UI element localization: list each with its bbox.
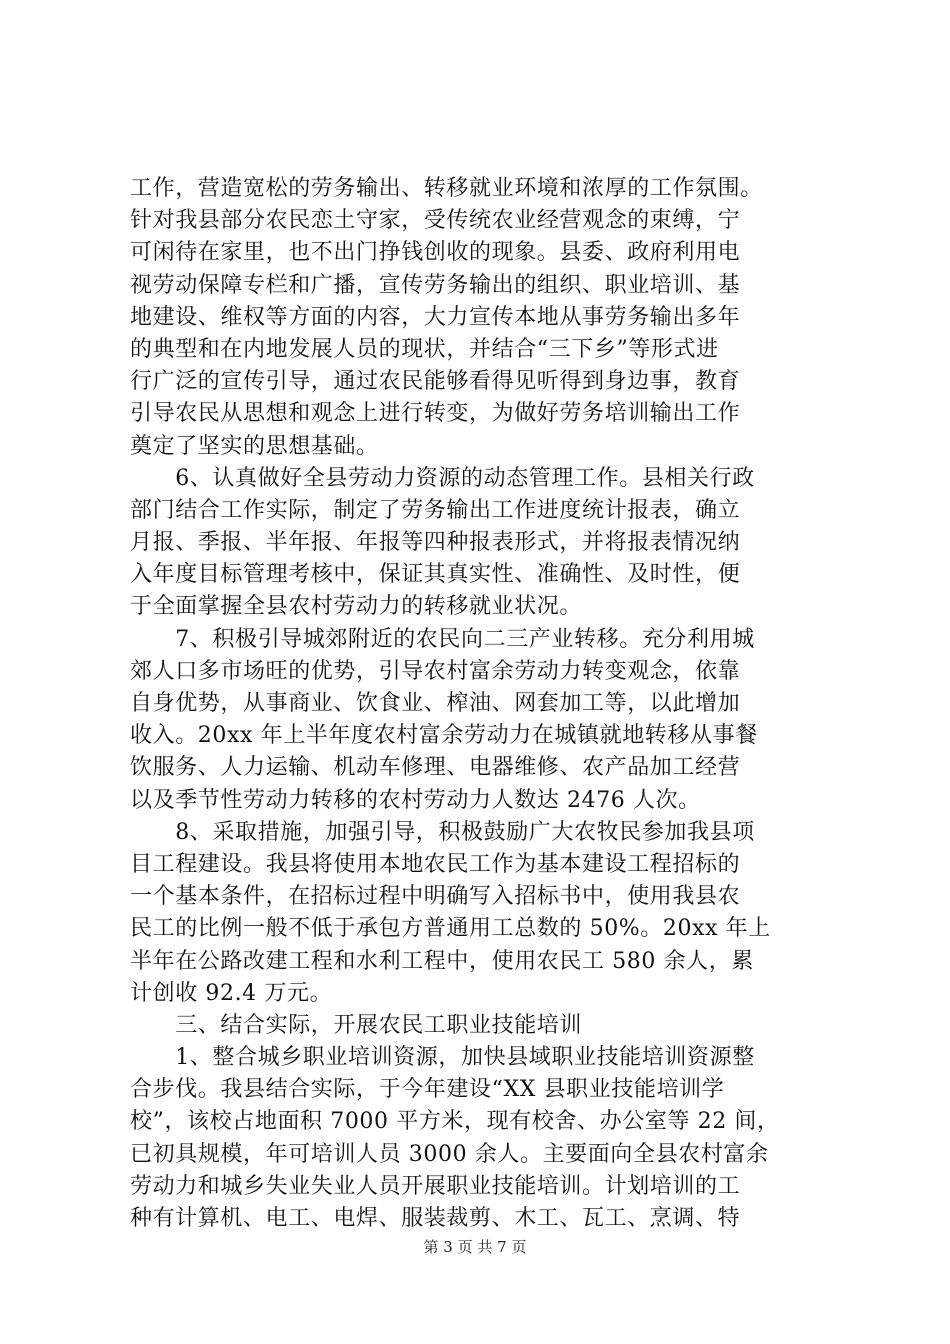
- text-line: 1、整合城乡职业培训资源，加快县域职业技能培训资源整: [130, 1045, 755, 1071]
- text-line: 入年度目标管理考核中，保证其真实性、准确性、及时性，便: [130, 562, 741, 588]
- text-line: 民工的比例一般不低于承包方普通用工总数的 50%。20xx 年上: [130, 916, 771, 942]
- text-line: 饮服务、人力运输、机动车修理、电器维修、农产品加工经营: [130, 755, 741, 781]
- text-line: 半年在公路改建工程和水利工程中，使用农民工 580 余人，累: [130, 948, 754, 974]
- text-line: 合步伐。我县结合实际，于今年建设“XX 县职业技能培训学: [130, 1077, 725, 1103]
- text-line: 地建设、维权等方面的内容，大力宣传本地从事劳务输出多年: [130, 304, 741, 330]
- text-line: 三、结合实际，开展农民工职业技能培训: [130, 1012, 583, 1038]
- text-line: 已初具规模，年可培训人员 3000 余人。主要面向全县农村富余: [130, 1141, 769, 1167]
- text-line: 7、积极引导城郊附近的农民向二三产业转移。充分利用城: [130, 626, 755, 652]
- text-line: 工作，营造宽松的劳务输出、转移就业环境和浓厚的工作氛围。: [130, 176, 763, 201]
- text-line: 月报、季报、半年报、年报等四种报表形式，并将报表情况纳: [130, 530, 741, 556]
- text-line: 引导农民从思想和观念上进行转变，为做好劳务培训输出工作: [130, 401, 741, 427]
- text-line: 自身优势，从事商业、饮食业、榨油、网套加工等，以此增加: [130, 691, 741, 716]
- text-line: 可闲待在家里，也不出门挣钱创收的现象。县委、政府利用电: [130, 240, 741, 266]
- text-line: 视劳动保障专栏和广播，宣传劳务输出的组织、职业培训、基: [130, 272, 741, 298]
- text-line: 针对我县部分农民恋土守家，受传统农业经营观念的束缚，宁: [130, 208, 741, 234]
- text-line: 校”，该校占地面积 7000 平方米，现有校舍、办公室等 22 间，: [130, 1109, 780, 1135]
- text-line: 收入。20xx 年上半年度农村富余劳动力在城镇就地转移从事餐: [130, 723, 758, 749]
- text-line: 一个基本条件，在招标过程中明确写入招标书中，使用我县农: [130, 884, 741, 910]
- text-line: 目工程建设。我县将使用本地农民工作为基本建设工程招标的: [130, 851, 741, 877]
- text-line: 种有计算机、电工、电焊、服装裁剪、木工、瓦工、烹调、特: [130, 1206, 741, 1231]
- text-line: 计创收 92.4 万元。: [130, 980, 333, 1006]
- document-body: [130, 173, 830, 1235]
- text-line: 劳动力和城乡失业失业人员开展职业技能培训。计划培训的工: [130, 1173, 741, 1199]
- text-line: 的典型和在内地发展人员的现状，并结合“三下乡”等形式进: [130, 336, 719, 362]
- text-line: 郊人口多市场旺的优势，引导农村富余劳动力转变观念，依靠: [130, 658, 741, 684]
- text-line: 奠定了坚实的思想基础。: [130, 433, 379, 459]
- text-line: 部门结合工作实际，制定了劳务输出工作进度统计报表，确立: [130, 497, 741, 523]
- text-line: 6、认真做好全县劳动力资源的动态管理工作。县相关行政: [130, 465, 755, 491]
- text-line: 于全面掌握全县农村劳动力的转移就业状况。: [130, 594, 583, 620]
- page-footer: 第 3 页 共 7 页: [423, 1238, 527, 1256]
- text-line: 8、采取措施，加强引导，积极鼓励广大农牧民参加我县项: [130, 819, 755, 845]
- text-line: 行广泛的宣传引导，通过农民能够看得见听得到身边事，教育: [130, 369, 741, 395]
- text-line: 以及季节性劳动力转移的农村劳动力人数达 2476 人次。: [130, 787, 701, 813]
